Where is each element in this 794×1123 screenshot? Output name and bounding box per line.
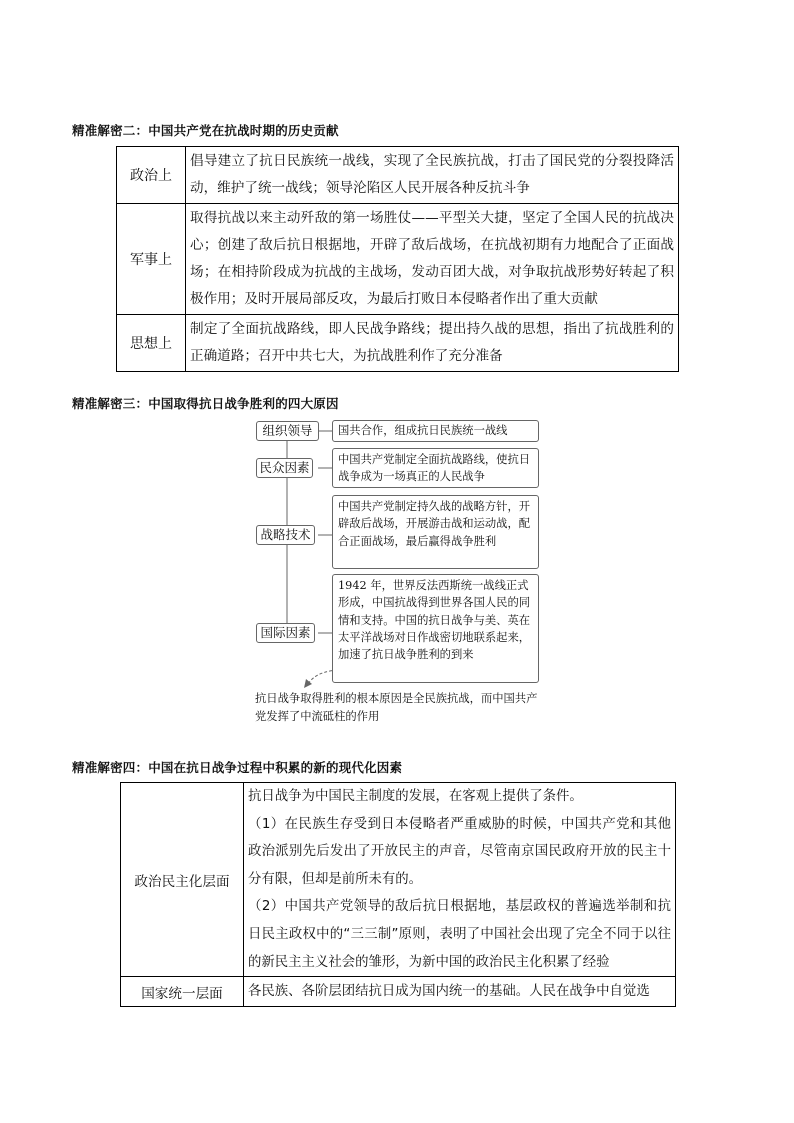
paragraph: （1）在民族生存受到日本侵略者严重威胁的时候，中国共产党和其他政治派别先后发出了开放民主的声音，尽管南京国民政府开放的民主十分有限，但却是前所未有的。 bbox=[248, 816, 671, 887]
row-label: 国家统一层面 bbox=[121, 977, 244, 1007]
paragraph: （2）中国共产党领导的敌后抗日根据地，基层政权的普遍选举制和抗日民主政权中的“三三制”原则，表明了中国社会出现了完全不同于以往的新民主主义社会的雏形，为新中国的政治民主化积累了经验 bbox=[248, 899, 671, 970]
modernization-table bbox=[120, 782, 676, 1007]
factor-label: 民众因素 bbox=[256, 458, 313, 478]
factor-text: 中国共产党制定持久战的战略方针，开辟敌后战场，开展游击战和运动战，配合正面战场，最后赢得战争胜利 bbox=[332, 495, 539, 569]
table-row bbox=[121, 977, 676, 1007]
row-text bbox=[244, 783, 676, 977]
factor-label: 战略技术 bbox=[256, 525, 315, 545]
paragraph: 各民族、各阶层团结抗日成为国内统一的基础。人民在战争中自觉选 bbox=[248, 983, 650, 999]
row-label: 政治民主化层面 bbox=[121, 783, 244, 977]
section4-heading: 精准解密四：中国在抗日战争过程中积累的新的现代化因素 bbox=[72, 760, 403, 775]
row-text: 制定了全面抗战路线，即人民战争路线；提出持久战的思想，指出了抗战胜利的正确道路；召开中共七大，为抗战胜利作了充分准备 bbox=[186, 315, 679, 372]
row-label: 军事上 bbox=[117, 204, 186, 315]
section2-heading: 精准解密二：中国共产党在抗战时期的历史贡献 bbox=[72, 123, 339, 138]
factor-text: 1942 年，世界反法西斯统一战线正式形成，中国抗战得到世界各国人民的同情和支持。中国的抗日战争与美、英在太平洋战场对日作战密切地联系起来，加速了抗日战争胜利的到来 bbox=[332, 574, 539, 683]
factor-label: 国际因素 bbox=[256, 623, 315, 643]
factor-text: 国共合作，组成抗日民族统一战线 bbox=[332, 420, 539, 442]
factor-text: 中国共产党制定全面抗战路线，使抗日战争成为一场真正的人民战争 bbox=[332, 448, 539, 488]
row-text: 取得抗战以来主动歼敌的第一场胜仗——平型关大捷，坚定了全国人民的抗战决心；创建了敌后抗日根据地，开辟了敌后战场，在抗战初期有力地配合了正面战场；在相持阶段成为抗战的主战场，发动百团大战，对争取抗战形势好转起了积极作用；及时开展局部反攻，为最后打败日本侵略者作出了重大贡献 bbox=[186, 204, 679, 315]
row-text bbox=[244, 977, 676, 1007]
row-label: 政治上 bbox=[117, 147, 186, 204]
row-label: 思想上 bbox=[117, 315, 186, 372]
table-row bbox=[121, 783, 676, 977]
section3-heading: 精准解密三：中国取得抗日战争胜利的四大原因 bbox=[72, 396, 339, 411]
row-text: 倡导建立了抗日民族统一战线，实现了全民族抗战，打击了国民党的分裂投降活动，维护了统一战线；领导沦陷区人民开展各种反抗斗争 bbox=[186, 147, 679, 204]
arrow-head bbox=[304, 679, 312, 688]
paragraph: 抗日战争为中国民主制度的发展，在客观上提供了条件。 bbox=[248, 789, 583, 804]
conclusion-text: 抗日战争取得胜利的根本原因是全民族抗战，而中国共产党发挥了中流砥柱的作用 bbox=[255, 692, 538, 723]
factor-label: 组织领导 bbox=[256, 421, 319, 441]
